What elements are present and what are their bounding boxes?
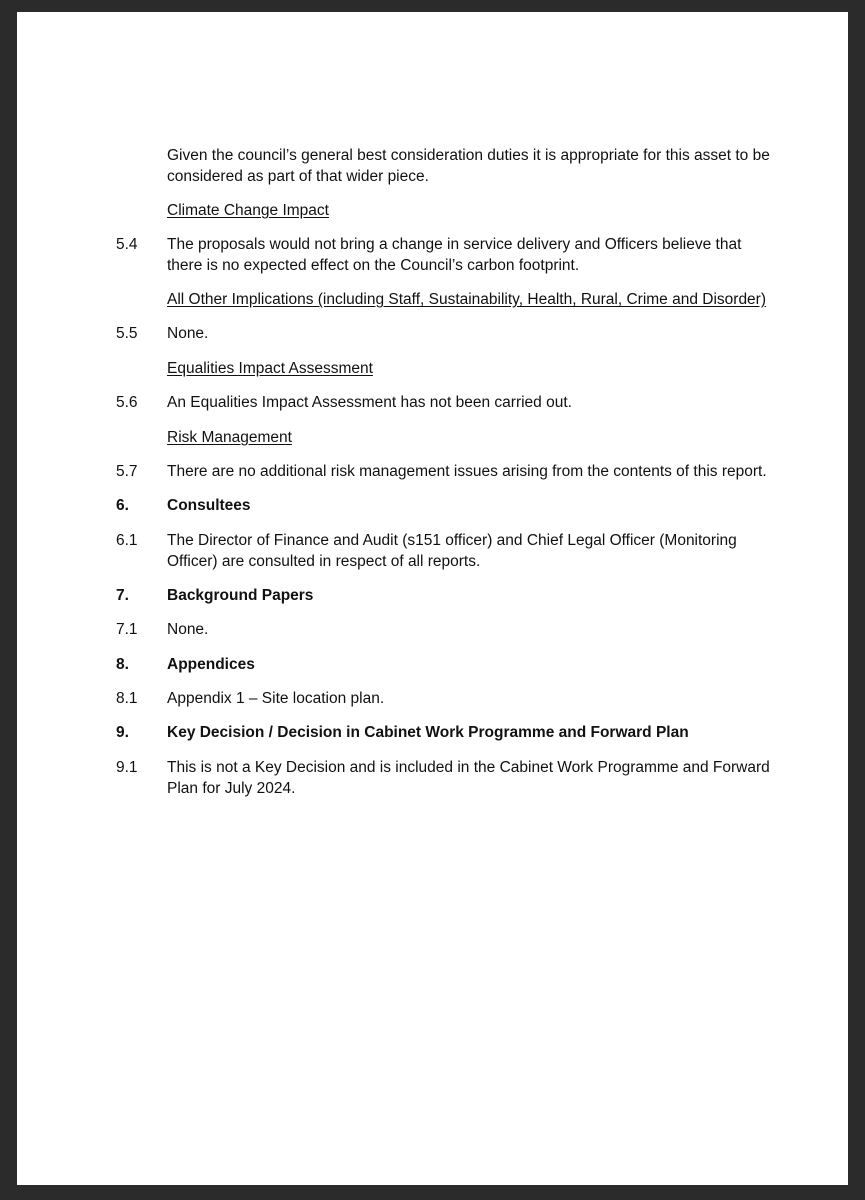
document-page [17, 12, 848, 1185]
section-8-title: Appendices [167, 656, 255, 673]
section-7-title: Background Papers [167, 587, 314, 604]
section-9-title: Key Decision / Decision in Cabinet Work Programme and Forward Plan [167, 724, 689, 741]
climate-line-1: The proposals would not bring a change in service delivery and Officers believe that [167, 236, 742, 253]
other-implications-text: None. [167, 325, 209, 342]
section-7-number: 7. [116, 587, 129, 604]
section-7-1-text: None. [167, 621, 209, 638]
section-8-1-number: 8.1 [116, 690, 138, 707]
section-8-number: 8. [116, 656, 129, 673]
section-6-1-line-1: The Director of Finance and Audit (s151 officer) and Chief Legal Officer (Monitoring [167, 532, 737, 549]
section-8-1-text: Appendix 1 – Site location plan. [167, 690, 385, 707]
climate-line-2: there is no expected effect on the Council’s carbon footprint. [167, 257, 580, 274]
climate-heading: Climate Change Impact [167, 202, 329, 219]
equalities-number: 5.6 [116, 394, 138, 411]
intro-line-1: Given the council’s general best consideration duties it is appropriate for this asset to be [167, 147, 770, 164]
section-6-1-number: 6.1 [116, 532, 138, 549]
equalities-heading: Equalities Impact Assessment [167, 360, 373, 377]
equalities-text: An Equalities Impact Assessment has not been carried out. [167, 394, 572, 411]
section-9-1-number: 9.1 [116, 759, 138, 776]
other-implications-number: 5.5 [116, 325, 138, 342]
risk-text: There are no additional risk management issues arising from the contents of this report. [167, 463, 767, 480]
section-9-1-line-1: This is not a Key Decision and is included in the Cabinet Work Programme and Forward [167, 759, 770, 776]
risk-number: 5.7 [116, 463, 138, 480]
section-9-number: 9. [116, 724, 129, 741]
other-implications-heading: All Other Implications (including Staff, Sustainability, Health, Rural, Crime and Disorder) [167, 291, 767, 308]
section-6-title: Consultees [167, 497, 251, 514]
section-7-1-number: 7.1 [116, 621, 138, 638]
section-9-1-line-2: Plan for July 2024. [167, 780, 296, 797]
risk-heading: Risk Management [167, 429, 292, 446]
intro-line-2: considered as part of that wider piece. [167, 168, 429, 185]
section-6-1-line-2: Officer) are consulted in respect of all reports. [167, 553, 481, 570]
climate-number: 5.4 [116, 236, 138, 253]
section-6-number: 6. [116, 497, 129, 514]
